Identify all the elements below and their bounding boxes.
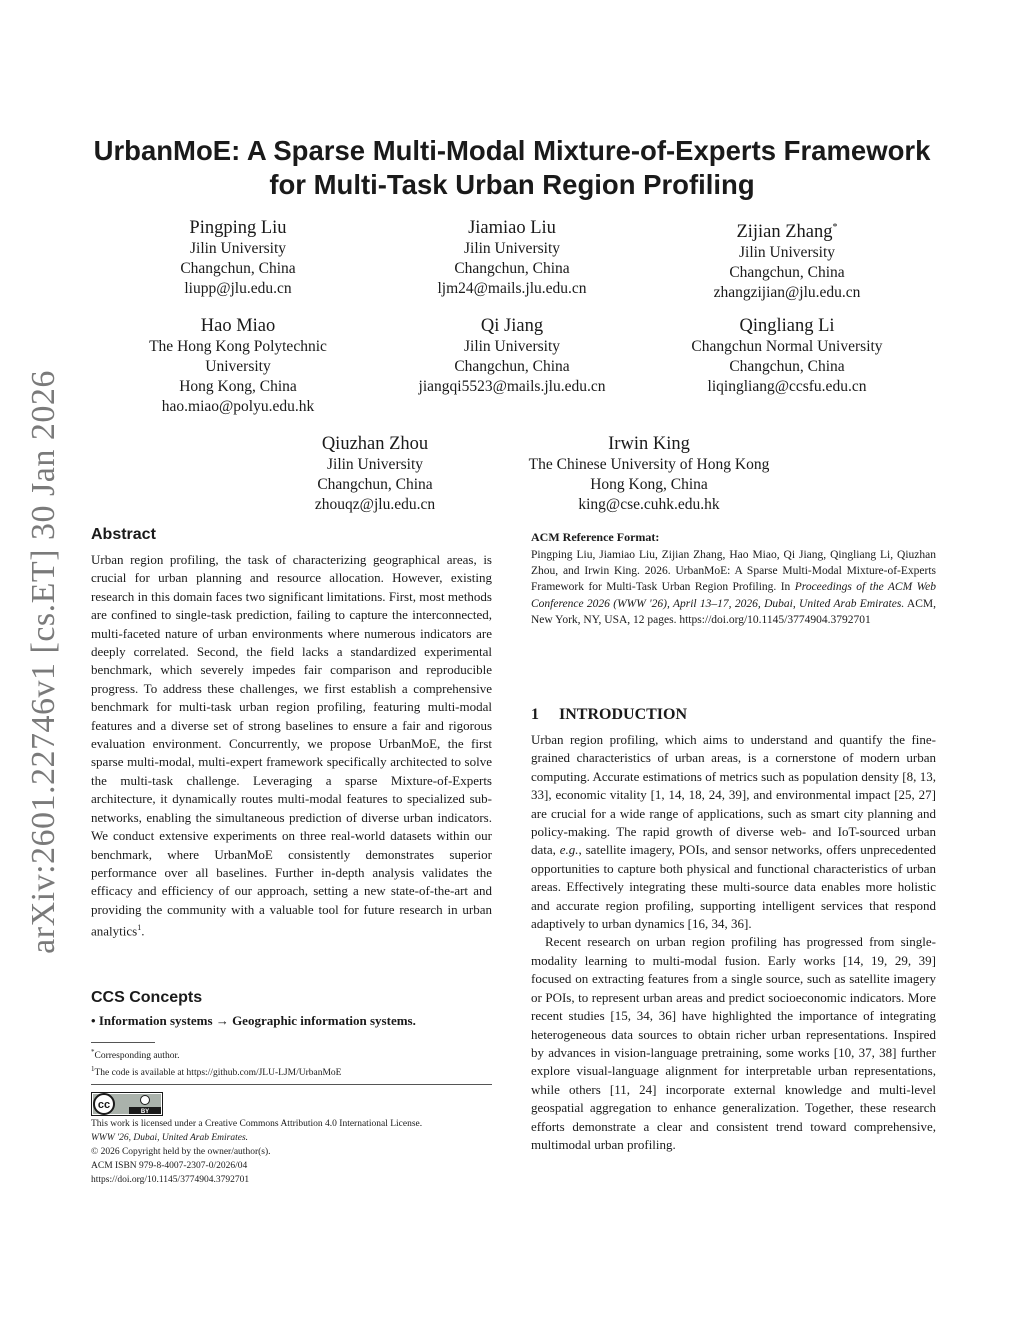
author-location: Changchun, China (454, 358, 570, 375)
ccs-end: . (412, 1013, 416, 1028)
cc-badge-text: cc (97, 1099, 111, 1111)
license-isbn: ACM ISBN 979-8-4007-2307-0/2026/04 (91, 1161, 248, 1171)
license-text (91, 1117, 422, 1187)
author-email: jiangqi5523@mails.jlu.edu.cn (418, 378, 606, 395)
introduction-text (531, 731, 936, 1154)
corr-mark: * (91, 1048, 95, 1056)
author-name-text: Zijian Zhang (736, 222, 833, 243)
intro-paragraph-1 (531, 731, 936, 933)
author-name: Qiuzhan Zhou (321, 434, 429, 454)
author-affiliation: Jilin University (326, 456, 423, 473)
author-affiliation: Jilin University (189, 240, 286, 257)
author-email: liupp@jlu.edu.cn (184, 280, 292, 297)
author-affiliation: Changchun Normal University (691, 338, 883, 355)
title-line-2: for Multi-Task Urban Region Profiling (269, 169, 755, 200)
intro-p1-eg: e.g. (559, 842, 579, 858)
by-badge-text: BY (140, 1109, 150, 1115)
author-email: ljm24@mails.jlu.edu.cn (437, 280, 587, 297)
title-line-1: UrbanMoE: A Sparse Multi-Modal Mixture-of-Experts Framework (93, 135, 931, 166)
abstract-text (91, 551, 492, 941)
author-name: Qi Jiang (480, 316, 544, 336)
author-affiliation: Jilin University (463, 338, 560, 355)
code-note: The code is available at https://github.com/JLU-LJM/UrbanMoE (94, 1068, 342, 1079)
code-mark: 1 (91, 1065, 95, 1074)
license-venue: WWW '26, Dubai, United Arab Emirates. (91, 1133, 249, 1143)
author-name: Jiamiao Liu (468, 218, 556, 238)
footnotes (91, 1046, 341, 1080)
intro-p1-part-b: , satellite imagery, POIs, and sensor networks, offers unprecedented opportunities to capture both physical and functional characteristics of urban areas. Effectively integrating these multi-source data enables more holistic and accurate region profiling, supporting intelligent services that respond adaptively to urban dynamics [16, 34, 36]. (531, 842, 936, 932)
license-line: This work is licensed under a Creative Commons Attribution 4.0 International License. (91, 1119, 423, 1129)
footnote-ref: 1 (137, 923, 142, 933)
author-location: Hong Kong, China (179, 378, 297, 395)
bullet: • (91, 1013, 96, 1028)
author-name: Pingping Liu (189, 218, 287, 238)
author-affiliation: Jilin University (463, 240, 560, 257)
abstract-heading: Abstract (91, 526, 156, 543)
corr-note: Corresponding author. (94, 1051, 180, 1062)
author-block (128, 314, 348, 417)
author-block (275, 432, 475, 515)
author-block (509, 432, 789, 515)
intro-paragraph-2: Recent research on urban region profiling has progressed from single-modality learning to multi-modal fusion. Early works [14, 19, 29, 39] focused on extracting features from a single source, such as satellite imagery or POIs, to represent urban areas and predict socioeconomic indicators. More recent studies [15, 34, 36] have highlighted the importance of integrating heterogeneous data sources to obtain richer urban representations. Inspired by advances in vision-language pretraining, some works [10, 37, 38] further explore visual-language alignment for interpretable urban representations, while others [11, 24] incorporate external knowledge and multi-level geospatial aggregation to enhance generalization. Together, these research efforts demonstrate a clear and consistent trend toward comprehensive, multimodal urban profiling. (531, 934, 936, 1152)
author-location: Hong Kong, China (590, 476, 708, 493)
footnote-rule (91, 1042, 155, 1043)
author-name: Hao Miao (200, 316, 276, 336)
author-location: Changchun, China (454, 260, 570, 277)
author-name: Qingliang Li (739, 316, 835, 336)
author-affiliation: Jilin University (738, 244, 835, 262)
acm-reference-heading: ACM Reference Format: (531, 530, 660, 544)
author-block (402, 314, 622, 397)
author-name (687, 216, 887, 244)
author-affiliation: The Chinese University of Hong Kong (528, 456, 770, 473)
arrow-icon: → (215, 1013, 229, 1028)
license-copyright: © 2026 Copyright held by the owner/author(s). (91, 1147, 271, 1157)
author-name: Irwin King (608, 434, 690, 454)
license-doi: https://doi.org/10.1145/3774904.3792701 (91, 1175, 250, 1185)
author-block (138, 216, 338, 299)
paper-title (80, 134, 944, 202)
ccs-concepts-line (91, 1013, 416, 1029)
cc-by-license-icon (91, 1092, 163, 1116)
author-location: Changchun, China (729, 358, 845, 375)
corresponding-mark: * (832, 222, 838, 233)
author-email: hao.miao@polyu.edu.hk (161, 398, 315, 415)
author-block (672, 314, 902, 397)
license-rule (91, 1084, 492, 1085)
author-email: king@cse.cuhk.edu.hk (578, 496, 720, 513)
abstract-body: Urban region profiling, the task of characterizing geographical areas, is crucial for urban planning and resource allocation. However, existing research in this domain faces two significant limitations. First, most methods are confined to single-task prediction, failing to capture the interconnected, multi-faceted nature of urban environments where numerous indicators are deeply correlated. Second, the field lacks a standardized experimental benchmark, which severely impedes fair comparison and reproducible progress. To address these challenges, we first establish a comprehensive benchmark for multi-task urban region profiling, featuring multi-modal features and a diverse set of strong baselines to ensure a fair and rigorous evaluation environment. Concurrently, we propose UrbanMoE, the first sparse multi-modal, multi-expert framework specifically architected to solve the multi-task challenge. Leveraging a sparse Mixture-of-Experts architecture, it dynamically routes multi-modal features to specialized sub-networks, enabling the simultaneous prediction of diverse urban indicators. We conduct extensive experiments on three real-world datasets within our benchmark, where UrbanMoE consistently demonstrates superior performance over all baselines. Further in-depth analysis validates the efficacy and efficiency of our approach, setting a new state-of-the-art and providing the community with a valuable tool for future research in urban analytics (91, 552, 492, 939)
intro-p1-part-a: Urban region profiling, which aims to understand and quantify the fine-grained characteristics of urban areas, is a cornerstone of modern urban computing. Accurate estimations of metrics such as population density [8, 13, 33], economic vitality [1, 14, 18, 24, 39], and environmental impact [25, 27] are crucial for a wide range of applications, such as smart city planning and policy-making. The rapid growth of diverse web- and IoT-sourced urban data, (531, 732, 936, 858)
author-location: Changchun, China (317, 476, 433, 493)
author-affiliation-2: University (205, 358, 271, 375)
author-email: zhouqz@jlu.edu.cn (314, 496, 436, 513)
ccs-item-2: Geographic information systems (232, 1013, 413, 1028)
ccs-heading: CCS Concepts (91, 989, 203, 1006)
author-location: Changchun, China (180, 260, 296, 277)
acm-reference-publisher: ACM, New York, NY, USA, 12 pages. https://doi.org/10.1145/3774904.3792701 (531, 597, 936, 626)
arxiv-stamp: arXiv:2601.22746v1 [cs.ET] 30 Jan 2026 (25, 370, 62, 954)
section-number: 1 (531, 706, 539, 723)
introduction-heading (531, 706, 687, 724)
author-affiliation: The Hong Kong Polytechnic (149, 338, 327, 355)
acm-reference-text (531, 547, 936, 628)
author-email: zhangzijian@jlu.edu.cn (713, 284, 861, 302)
author-block (687, 216, 887, 303)
author-block (412, 216, 612, 299)
abstract-end: . (141, 923, 145, 939)
ccs-item-1: Information systems (98, 1013, 213, 1028)
section-title: INTRODUCTION (559, 706, 688, 723)
acm-reference-authors: Pingping Liu, Jiamiao Liu, Zijian Zhang, Hao Miao, Qi Jiang, Qingliang Li, Qiuzhan Zhou, and Irwin King. 2026. UrbanMoE: A Sparse Multi-Modal Mixture-of-Experts Framework for Multi-Task Urban Region Profiling. In (531, 549, 936, 594)
author-email: liqingliang@ccsfu.edu.cn (707, 378, 867, 395)
acm-reference-venue: Proceedings of the ACM Web Conference 2026 (WWW '26), April 13–17, 2026, Dubai, United Arab Emirates. (531, 581, 937, 610)
author-location: Changchun, China (729, 264, 845, 282)
